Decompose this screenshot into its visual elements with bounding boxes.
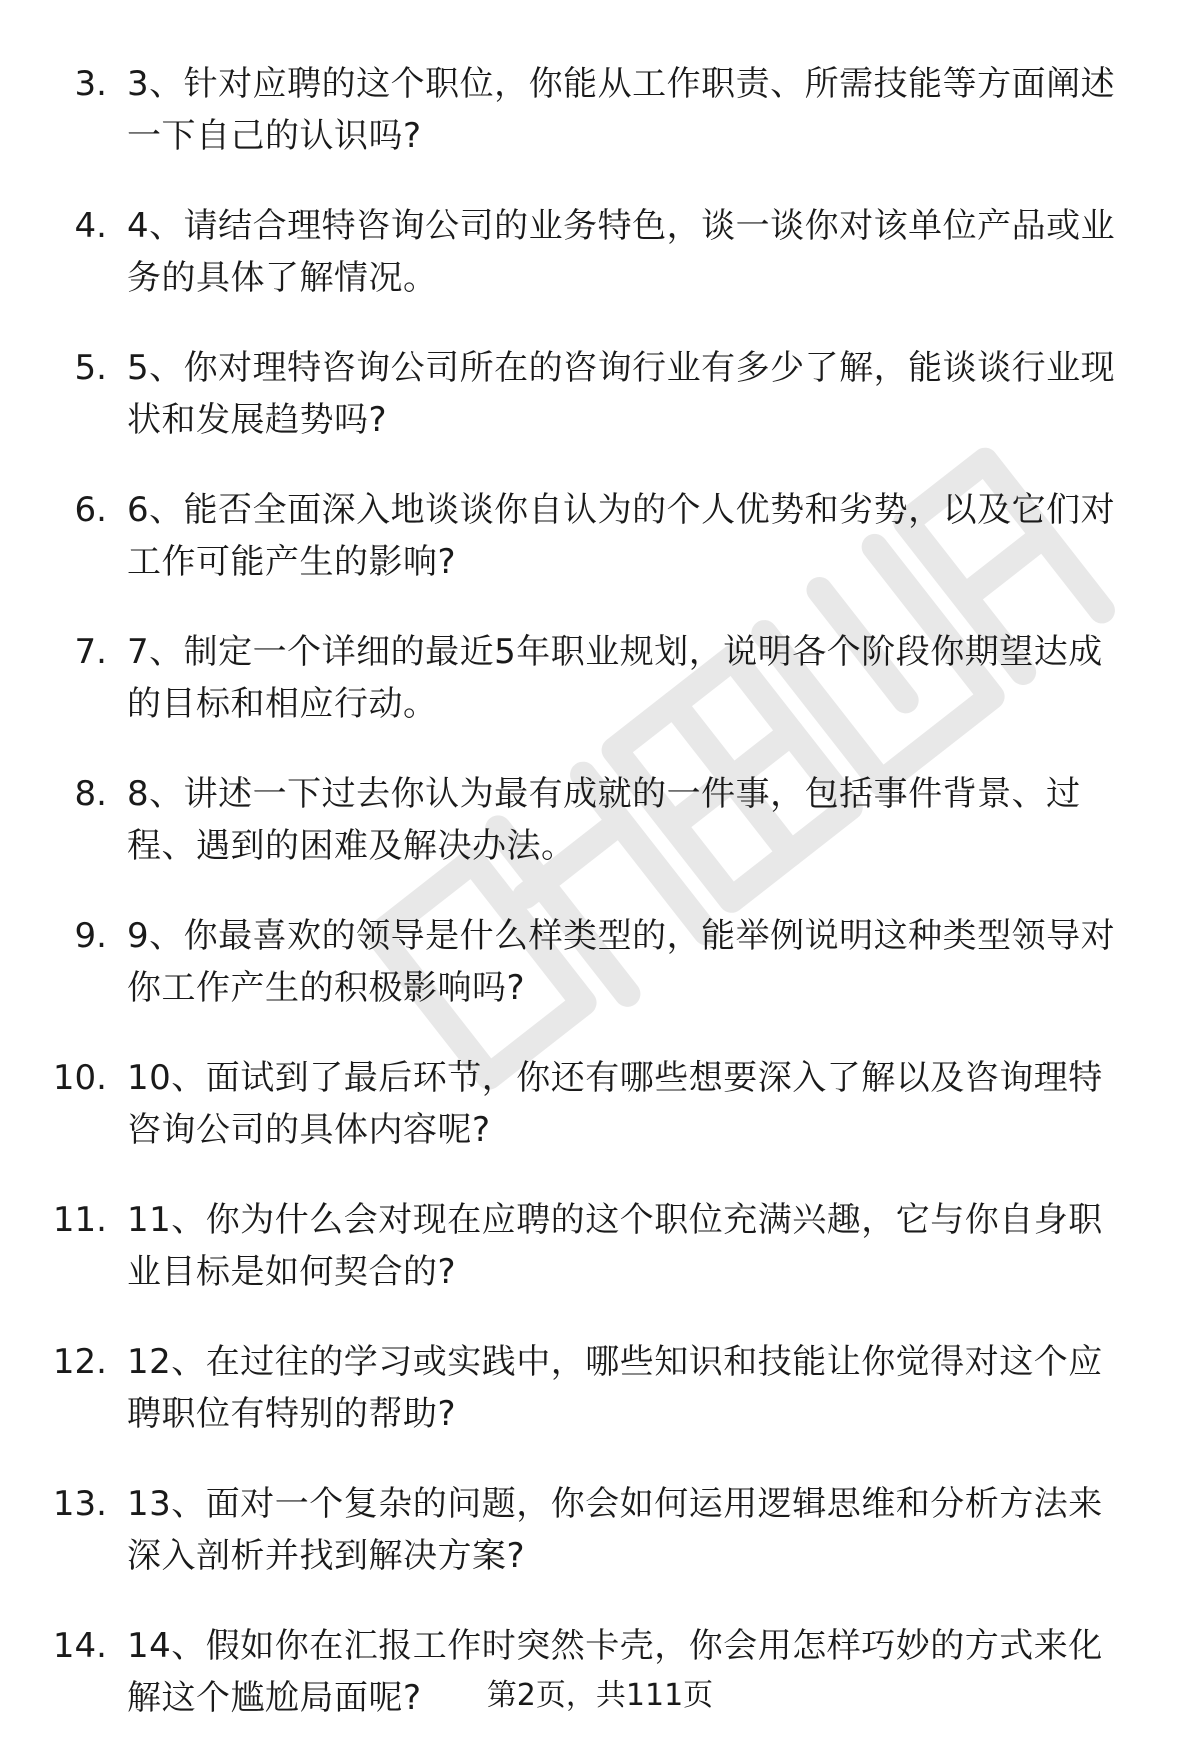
question-text bbox=[127, 484, 1167, 588]
question-item bbox=[0, 626, 1200, 768]
question-text-line: 8、讲述一下过去你认为最有成就的一件事，包括事件背景、过 bbox=[127, 774, 1081, 814]
question-item bbox=[0, 1052, 1200, 1194]
question-text bbox=[127, 200, 1167, 304]
question-text-line: 的目标和相应行动。 bbox=[127, 684, 438, 724]
question-item bbox=[0, 910, 1200, 1052]
question-number: 3. bbox=[74, 64, 107, 104]
question-number: 5. bbox=[74, 348, 107, 388]
question-text-line: 聘职位有特别的帮助? bbox=[127, 1394, 457, 1434]
question-text bbox=[127, 1336, 1167, 1440]
question-text bbox=[127, 1194, 1167, 1298]
question-text bbox=[127, 910, 1167, 1014]
question-text-line: 6、能否全面深入地谈谈你自认为的个人优势和劣势，以及它们对 bbox=[127, 490, 1116, 530]
question-text bbox=[127, 1052, 1167, 1156]
question-text-line: 10、面试到了最后环节，你还有哪些想要深入了解以及咨询理特 bbox=[127, 1058, 1103, 1098]
question-number: 13. bbox=[52, 1484, 107, 1524]
question-text-line: 业目标是如何契合的? bbox=[127, 1252, 457, 1292]
question-number: 12. bbox=[52, 1342, 107, 1382]
question-item bbox=[0, 342, 1200, 484]
question-text-line: 咨询公司的具体内容呢? bbox=[127, 1110, 491, 1150]
question-text bbox=[127, 58, 1167, 162]
question-text-line: 务的具体了解情况。 bbox=[127, 258, 438, 298]
question-text-line: 你工作产生的积极影响吗? bbox=[127, 968, 526, 1008]
question-number: 14. bbox=[52, 1626, 107, 1666]
question-item bbox=[0, 768, 1200, 910]
question-text bbox=[127, 626, 1167, 730]
question-item bbox=[0, 484, 1200, 626]
question-text bbox=[127, 1478, 1167, 1582]
question-list bbox=[0, 58, 1200, 1762]
question-text-line: 5、你对理特咨询公司所在的咨询行业有多少了解，能谈谈行业现 bbox=[127, 348, 1116, 388]
question-text-line: 3、针对应聘的这个职位，你能从工作职责、所需技能等方面阐述 bbox=[127, 64, 1116, 104]
question-item bbox=[0, 1336, 1200, 1478]
question-item bbox=[0, 58, 1200, 200]
page-footer: 第2页，共111页 bbox=[486, 1678, 714, 1713]
question-text bbox=[127, 342, 1167, 446]
question-item bbox=[0, 1478, 1200, 1620]
question-text-line: 9、你最喜欢的领导是什么样类型的，能举例说明这种类型领导对 bbox=[127, 916, 1116, 956]
question-text-line: 深入剖析并找到解决方案? bbox=[127, 1536, 526, 1576]
question-number: 10. bbox=[52, 1058, 107, 1098]
question-text-line: 14、假如你在汇报工作时突然卡壳，你会用怎样巧妙的方式来化 bbox=[127, 1626, 1103, 1666]
question-text-line: 解这个尴尬局面呢? bbox=[127, 1678, 422, 1718]
question-text-line: 4、请结合理特咨询公司的业务特色，谈一谈你对该单位产品或业 bbox=[127, 206, 1116, 246]
question-number: 7. bbox=[74, 632, 107, 672]
question-number: 8. bbox=[74, 774, 107, 814]
question-text bbox=[127, 768, 1167, 872]
question-item bbox=[0, 1194, 1200, 1336]
question-text-line: 7、制定一个详细的最近5年职业规划，说明各个阶段你期望达成 bbox=[127, 632, 1103, 672]
question-text-line: 状和发展趋势吗? bbox=[127, 400, 388, 440]
question-number: 9. bbox=[74, 916, 107, 956]
question-text-line: 工作可能产生的影响? bbox=[127, 542, 457, 582]
question-item bbox=[0, 200, 1200, 342]
question-number: 11. bbox=[52, 1200, 107, 1240]
question-text-line: 12、在过往的学习或实践中，哪些知识和技能让你觉得对这个应 bbox=[127, 1342, 1103, 1382]
question-number: 4. bbox=[74, 206, 107, 246]
question-text-line: 11、你为什么会对现在应聘的这个职位充满兴趣，它与你自身职 bbox=[127, 1200, 1103, 1240]
question-number: 6. bbox=[74, 490, 107, 530]
question-text-line: 程、遇到的困难及解决办法。 bbox=[127, 826, 576, 866]
question-text-line: 一下自己的认识吗? bbox=[127, 116, 422, 156]
question-text-line: 13、面对一个复杂的问题，你会如何运用逻辑思维和分析方法来 bbox=[127, 1484, 1103, 1524]
